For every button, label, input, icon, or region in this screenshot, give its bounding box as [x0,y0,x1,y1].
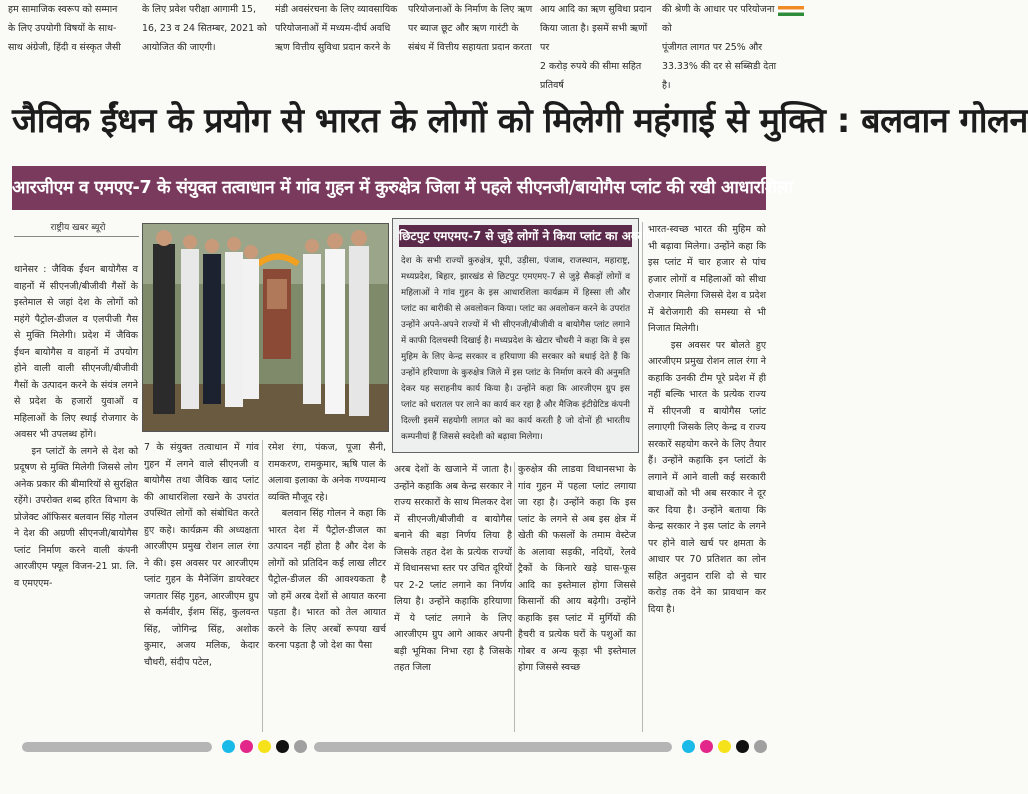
flag-mark [778,6,804,16]
strip-col-5: आय आदि का ऋण सुविधा प्रदान किया जाता है। इसमें सभी ऋणों पर 2 करोड़ रुपये की सीमा सहित प्रतिवर्ष [540,4,652,91]
article-column-5: कुरुक्षेत्र की लाडवा विधानसभा के गांव गुहन में पहला प्लांट लगाया जा रहा है। उन्होंने कहा कि इस प्लांट के लगने से अब इस क्षेत्र में खेती की फसलों के तमाम वेस्टेज के अलावा सड़की, नदियों, रेलवे ट्रैकों के किनारे खड़े घास-फूस आदि का इस्तेमाल होगा जिससे किसानों की आय बढ़ेगी। उन्होंने कहाकि इस प्लांट में मुर्गियों की हैचरी व प्रत्येक घरों के पशुओं का गोबर व अन्य कूड़ा भी इस्तेमाल होगा जिससे स्वच्छ [518,464,639,673]
black-registration-dot [736,740,749,753]
previous-article-strip [0,0,803,91]
column-divider [262,440,263,732]
column-divider [514,462,515,732]
sidebar-story-heading: छिटपुट एमएमए-7 से जुड़े लोगों ने किया प्लांट का अवलोकन [399,225,632,247]
byline: राष्ट्रीय खबर ब्यूरो [50,223,106,233]
column-divider [642,222,643,732]
grey-registration-dot [754,740,767,753]
print-registration-bar [314,742,672,752]
cyan-registration-dot [682,740,695,753]
magenta-registration-dot [700,740,713,753]
yellow-registration-dot [258,740,271,753]
magenta-registration-dot [240,740,253,753]
article-column-6: भारत-स्वच्छ भारत की मुहिम को भी बढ़ावा मिलेगा। उन्होंने कहा कि इस प्लांट में चार हजार से पांच हजार लोगों व महिलाओं को सीधा रोजगार मिलेगा जिससे देश व प्रदेश में बेरोजगारी की समस्या से भी निजात मिलेगी। इस अवसर पर बोलते हुए आरजीएम प्रमुख रोशन लाल रंगा ने कहाकि उनकी टीम पूरे प्रदेश में ही नहीं बल्कि भारत के प्रत्येक राज्य में सीएनजी व बायोगैस प्लांट लगाएगी जिसके लिए केन्द्र व राज्य सरकारें सहयोग करने के लिए तैयार हैं। उन्होंने कहाकि इन प्लांटों के लगाने में आने वाली कई सरकारी बाधाओं को भी अब सरकार ने दूर कर दिया है। उन्होंने बताया कि केन्द्र सरकार ने इस प्लांट के लगने पर होने वाले खर्च पर क्षमता के आधार पर 70 प्रतिशत का लोन सहित अनुदान राशि दो से चार करोड़ तक देने का प्रावधान कर दिया है। [648,224,767,615]
article-column-3: रमेश रंगा, पंकज, पूजा सैनी, रामकरण, रामकुमार, ऋषि पाल के अलावा इलाका के अनेक गण्यमान्य व्यक्ति मौजूद रहे। बलवान सिंह गोलन ने कहा कि भारत देश में पैट्रोल-डीजल का उत्पादन नहीं होता है और देश के लोगों को प्रतिदिन कई लाख लीटर पैट्रोल-डीजल की आवश्यकता है जो हमें अरब देशों से आयात करना पड़ता है। भारत को तेल आयात करने के लिए अरबों रूपया खर्च करना पड़ता है जो देश का पैसा [268,442,387,651]
article-column-2: 7 के संयुक्त तत्वाधान में गांव गुहन में लगने वाले सीएनजी व बायोगैस तथा जैविक खाद प्लांट की आधारशिला रखने के उपरांत उपस्थित लोगों को संबोधित करते हुए कहे। कार्यक्रम की अध्यक्षता आरजीएम प्रमुख रोशन लाल रंगा ने की। इस अवसर पर आरजीएम प्लांट गुहन के मैनेजिंग डायरेक्टर जगतार सिंह गुहन, आरजीएम ग्रुप से कर्मवीर, ईशम सिंह, कुलवन्त सिंह, जोगिन्द्र सिंह, अशोक कुमार, अजय मलिक, केदार चौधरी, संदीप पटेल, [144,442,262,668]
strip-col-6: की श्रेणी के आधार पर परियोजना को पूंजीगत लागत पर 25% और 33.33% की दर से सब्सिडी देता है। [662,4,776,91]
strip-col-1: हम सामाजिक स्वरूप को सम्मान के लिए उपयोगी विषयों के साथ- साथ अंग्रेजी, हिंदी व संस्कृत जैसी [8,4,121,53]
print-registration-bar [22,742,212,752]
strip-col-3: मंडी अवसंरचना के लिए व्यावसायिक परियोजनाओं में मध्यम-दीर्घ अवधि ऋण वित्तीय सुविधा प्रदान करने के [275,4,398,53]
cyan-registration-dot [222,740,235,753]
grey-registration-dot [294,740,307,753]
event-photo [142,223,389,432]
foundation-stone-ceremony-image [143,224,388,431]
sidebar-story-text: देश के सभी राज्यों कुरुक्षेत्र, यूपी, उड़ीसा, पंजाब, राजस्थान, महाराष्ट्र, मध्यप्रदेश, बिहार, झारखंड से छिटपुट एमएमए-7 से जुड़े सैकड़ों लोगों व महिलाओं ने गांव गुहन के इस आधारशिला कार्यक्रम में हिस्सा ली और प्लांट का बारीकी से अवलोकन किया। प्लांट का अवलोकन करने के उपरांत उन्होंने अपने-अपने राज्यों में भी सीएनजी/बीजीवी व बायोगैस प्लांट लगाने में काफी दिलचस्पी दिखाई है। मध्यप्रदेश के खेटार चौधरी ने कहा कि वे इस मुहिम के लिए केन्द्र सरकार व हरियाणा की सरकार को बधाई देते हैं कि उन्होंने हरियाणा के कुरुक्षेत्र जिले में इस प्लांट के निर्माण करने की अनुमति देकर यह सराहनीय कार्य किया है। उन्होंने कहा कि आरजीएम ग्रुप इस प्लांट को धरातल पर लाने का कार्य कर रहा है और मैजिक इंटीग्रेटिड कंपनी दिल्ली इसमें सहयोगी लागत को का कार्य करती है जो दोनों ही भारतीय कम्पनीयां हैं जिससे स्वदेशी को बढ़ावा मिलेगा। [401,256,630,442]
headline: जैविक ईंधन के प्रयोग से भारत के लोगों को मिलेगी महंगाई से मुक्ति : बलवान गोलन [12,101,1028,141]
strip-col-2: के लिए प्रवेश परीक्षा आगामी 15, 16, 23 व 24 सितम्बर, 2021 को आयोजित की जाएगी। [142,4,267,53]
article-column-1: थानेसर : जैविक ईंधन बायोगैस व वाहनों में सीएनजी/बीजीवी गैसों के इस्तेमाल से जहां देश के लोगों को महंगे पैट्रोल-डीजल व एलपीजी गैस से मुक्ति मिलेगी। प्रदेश में जैविक ईंधन बायोगैस व वाहनों में उपयोग होने वाली वाली सीएनजी/बीजीवी गैसों के उत्पादन करने के संयंत्र लगने से प्रदेश के हजारों युवाओं व महिलाओं के लिए स्थाई रोजगार के अवसर भी उपलब्ध होंगे। इन प्लांटों के लगने से देश को प्रदूषण से मुक्ति मिलेगी जिससे लोग अनेक प्रकार की बीमारियों से सुरक्षित रहेंगे। उपरोक्त शब्द हरित विभाग के प्रोजेक्ट ऑफिसर बलवान सिंह गोलन ने देश की अग्रणी सीएनजी/बायोगैस प्लांट निर्माण करने वाली कंपनी आरजीएम फ्यूल विजन-21 प्रा. लि. व एमएएम- [14,264,139,589]
article-column-4: अरब देशों के खजाने में जाता है। उन्होंने कहाकि अब केन्द्र सरकार ने राज्य सरकारों के साथ मिलकर देश में सीएनजी/बीजीवी व बायोगैस बनाने की बड़ा निर्णय लिया है जिसके तहत देश के प्रत्येक राज्यों में विधानसभा स्तर पर उचित दूरियों पर 2-2 प्लांट लगाने का निर्णय लिया है। उन्होंने कहाकि हरियाणा में ये प्लांट लगाने के लिए आरजीएम ग्रुप आगे आकर अपनी बड़ी भूमिका निभा रहा है जिसके तहत जिला [394,464,515,673]
strip-col-4: परियोजनाओं के निर्माण के लिए ऋण पर ब्याज छूट और ऋण गारंटी के संबंध में वित्तीय सहायता प्रदान करता [408,4,533,53]
black-registration-dot [276,740,289,753]
byline-divider [14,236,139,237]
sidebar-story-box [392,218,665,453]
subheadline-banner: आरजीएम व एमएए-7 के संयुक्त तत्वाधान में गांव गुहन में कुरुक्षेत्र जिला में पहले सीएनजी/बायोगैस प्लांट की रखी आधारशिला [12,166,766,210]
yellow-registration-dot [718,740,731,753]
